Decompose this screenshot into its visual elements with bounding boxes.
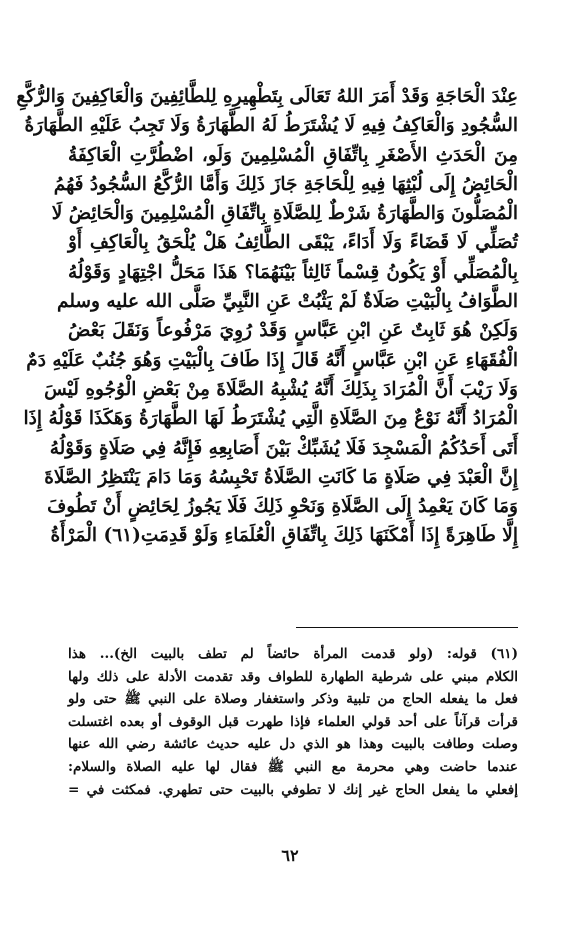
main-text-line: الطَّوَافُ بِالْبَيْتِ صَلَاةٌ لَمْ يَثْبُتْ عَنِ النَّبِيِّ صَلَّى الله عليه وسلم [57, 291, 518, 313]
main-text-line: أَتَى أَحَدُكُمُ الْمَسْجِدَ فَلَا يُشَبِّكْ بَيْنَ أَصَابِعِهِ فَإِنَّهُ فِي صَلَاةٍ وَقَوْلُهُ [49, 437, 518, 459]
main-text-line: إِلَّا طَاهِرَةً إِذَا أَمْكَنَهَا ذَلِكَ بِاتِّفَاقِ الْعُلَمَاءِ وَلَوْ قَدِمَتِ(٦١) الْمَرْأَةُ [50, 525, 518, 547]
main-text-line: السُّجُودِ وَالْعَاكِفُ فِيهِ لَا يُشْتَرَطُ لَهُ الطَّهَارَةُ وَلَا تَجِبُ عَلَيْهِ الطَّهَارَةُ [24, 115, 518, 137]
main-text-line: وَلَا رَيْبَ أَنَّ الْمُرَادَ بِذَلِكَ أَنَّهُ يُشْبِهُ الصَّلَاةَ مِنْ بَعْضِ الْوُجُوهِ لَيْسَ [44, 378, 518, 400]
page-number: ٦٢ [281, 846, 299, 865]
main-text-line: مِنَ الْحَدَثِ الأَصْغَرِ بِاتِّفَاقِ الْمُسْلِمِينَ وَلَو، اضْطُرَّتِ الْعَاكِفَةُ [68, 144, 518, 166]
main-text-line: الْحَائِضُ إِلَى لُبْثِهَا فِيهِ لِلْحَاجَةِ جَازَ ذَلِكَ وَأَمَّا الرُّكَّعُ السُّجُودُ فَهُمُ [53, 173, 518, 195]
main-text-line: وَمَا كَانَ يَعْمِدُ إِلَى الصَّلَاةِ وَنَحْوِ ذَلِكَ فَلَا يَجُوزُ لِحَائِضٍ أَنْ تَطُوفَ [47, 496, 518, 518]
footnote-line: الكلام مبني على شرطية الطهارة للطواف وقد تقدمت الأدلة على ذلك ولها [68, 668, 518, 685]
footnote-line: إفعلي ما يفعل الحاج غير إنك لا تطوفي بالبيت حتى تطهري. فمكثت في = [68, 781, 518, 798]
footnote-line: وصلت وطافت بالبيت وهذا هو الذي دل عليه حديث عائشة رضي الله عنها [68, 736, 518, 753]
footnotes-block [68, 643, 518, 801]
main-text-line: إِنَّ الْعَبْدَ فِي صَلَاةٍ مَا كَانَتِ الصَّلَاةُ تَحْبِسُهُ وَمَا دَامَ يَنْتَظِرُ الصَّلَاةَ [44, 466, 518, 488]
main-text-line: وَلَكِنْ هُوَ ثَابِتٌ عَنِ ابْنِ عَبَّاسٍ وَقَدْ رُوِيَ مَرْفُوعاً وَنَقَلَ بَعْضُ [68, 320, 518, 342]
main-text-block [16, 82, 518, 551]
main-text-line: تُصَلِّي لَا قَضَاءً وَلَا أَدَاءً، يَبْقَى الطَّائِفُ هَلْ يُلْحَقُ بِالْعَاكِفِ أَوْ [68, 232, 518, 254]
main-text-line: عِنْدَ الْحَاجَةِ وَقَدْ أَمَرَ اللهُ تَعَالَى بِتَطْهِيرِهِ لِلطَّائِفِينَ وَالْعَاكِفِينَ وَالرُّكَّعِ [16, 86, 518, 107]
main-text-line: الْمُرَادُ أَنَّهُ نَوْعٌ مِنَ الصَّلَاةِ الَّتِي يُشْتَرَطُ لَهَا الطَّهَارَةُ وَهَكَذَا قَوْلُهُ إِذَا [23, 408, 518, 430]
footnote-line: قرأت قرآناً على أحد قولي العلماء فإذا طهرت قبل الوقوف أو بعده اغتسلت [68, 713, 518, 730]
footnote-line: فعل ما يفعله الحاج من تلبية وذكر واستغفار وصلاة على النبي ﷺ حتى ولو [68, 691, 518, 708]
main-text-line: الْفُقَهَاءِ عَنِ ابْنِ عَبَّاسٍ أَنَّهُ قَالَ إِذَا طَافَ بِالْبَيْتِ وَهُوَ جُنُبٌ عَلَيْهِ دَمٌ [26, 349, 518, 371]
main-text-line: الْمُصَلُّونَ وَالطَّهَارَةُ شَرْطٌ لِلصَّلَاةِ بِاتِّفَاقِ الْمُسْلِمِينَ وَالْحَائِضُ لَا [51, 203, 518, 225]
footnote-line: عندما حاضت وهي محرمة مع النبي ﷺ فقال لها عليه الصلاة والسلام: [68, 758, 518, 775]
footnote-line: (٦١) قوله: (ولو قدمت المرأة حائضاً لم تطف بالبيت الخ)... هذا [68, 646, 518, 662]
footnote-divider [296, 627, 518, 628]
main-text-line: بِالْمُصَلِّي أَوْ يَكُونُ قِسْماً ثَالِثاً بَيْنَهُمَا؟ هَذَا مَحَلُّ اجْتِهَادٍ وَقَوْلُهُ [68, 261, 518, 283]
